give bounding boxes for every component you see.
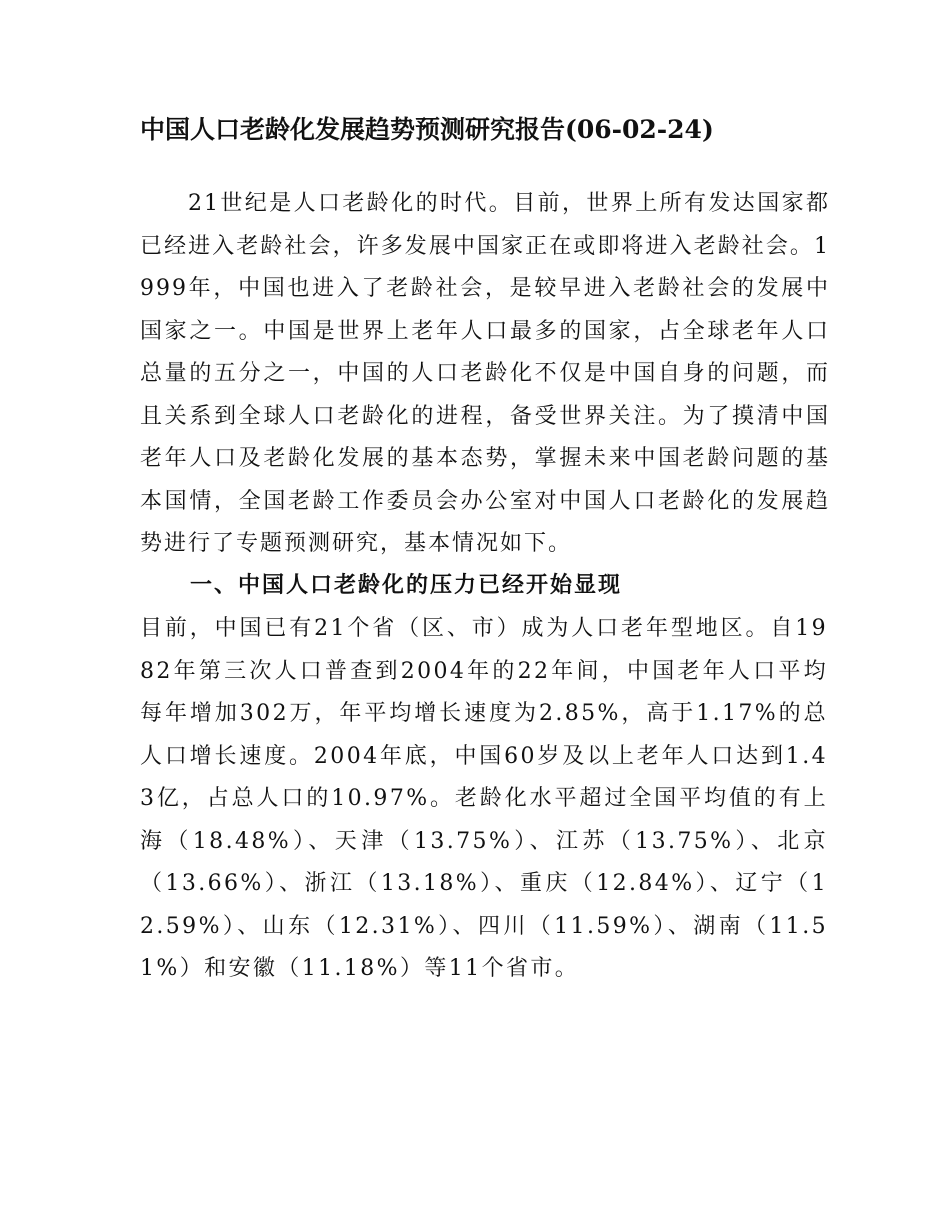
intro-paragraph: 21世纪是人口老龄化的时代。目前，世界上所有发达国家都已经进入老龄社会，许多发展中国家正在或即将进入老龄社会。1999年，中国也进入了老龄社会，是较早进入老龄社会的发展中国家之一。中国是世界上老年人口最多的国家，占全球老年人口总量的五分之一，中国的人口老龄化不仅是中国自身的问题，而且关系到全球人口老龄化的进程，备受世界关注。为了摸清中国老年人口及老龄化发展的基本态势，掌握未来中国老龄问题的基本国情，全国老龄工作委员会办公室对中国人口老龄化的发展趋势进行了专题预测研究，基本情况如下。 xyxy=(140,191,830,556)
section-body-paragraph: 目前，中国已有21个省（区、市）成为人口老年型地区。自1982年第三次人口普查到2004年的22年间，中国老年人口平均每年增加302万，年平均增长速度为2.85%，高于1.17%的总人口增长速度。2004年底，中国60岁及以上老年人口达到1.43亿，占总人口的10.97%。老龄化水平超过全国平均值的有上海（18.48%）、天津（13.75%）、江苏（13.75%）、北京（13.66%）、浙江（13.18%）、重庆（12.84%）、辽宁（12.59%）、山东（12.31%）、四川（11.59%）、湖南（11.51%）和安徽（11.18%）等11个省市。 xyxy=(140,616,828,981)
document-title: 中国人口老龄化发展趋势预测研究报告(06-02-24) xyxy=(140,115,714,144)
section-heading: 一、中国人口老龄化的压力已经开始显现 xyxy=(190,572,623,598)
